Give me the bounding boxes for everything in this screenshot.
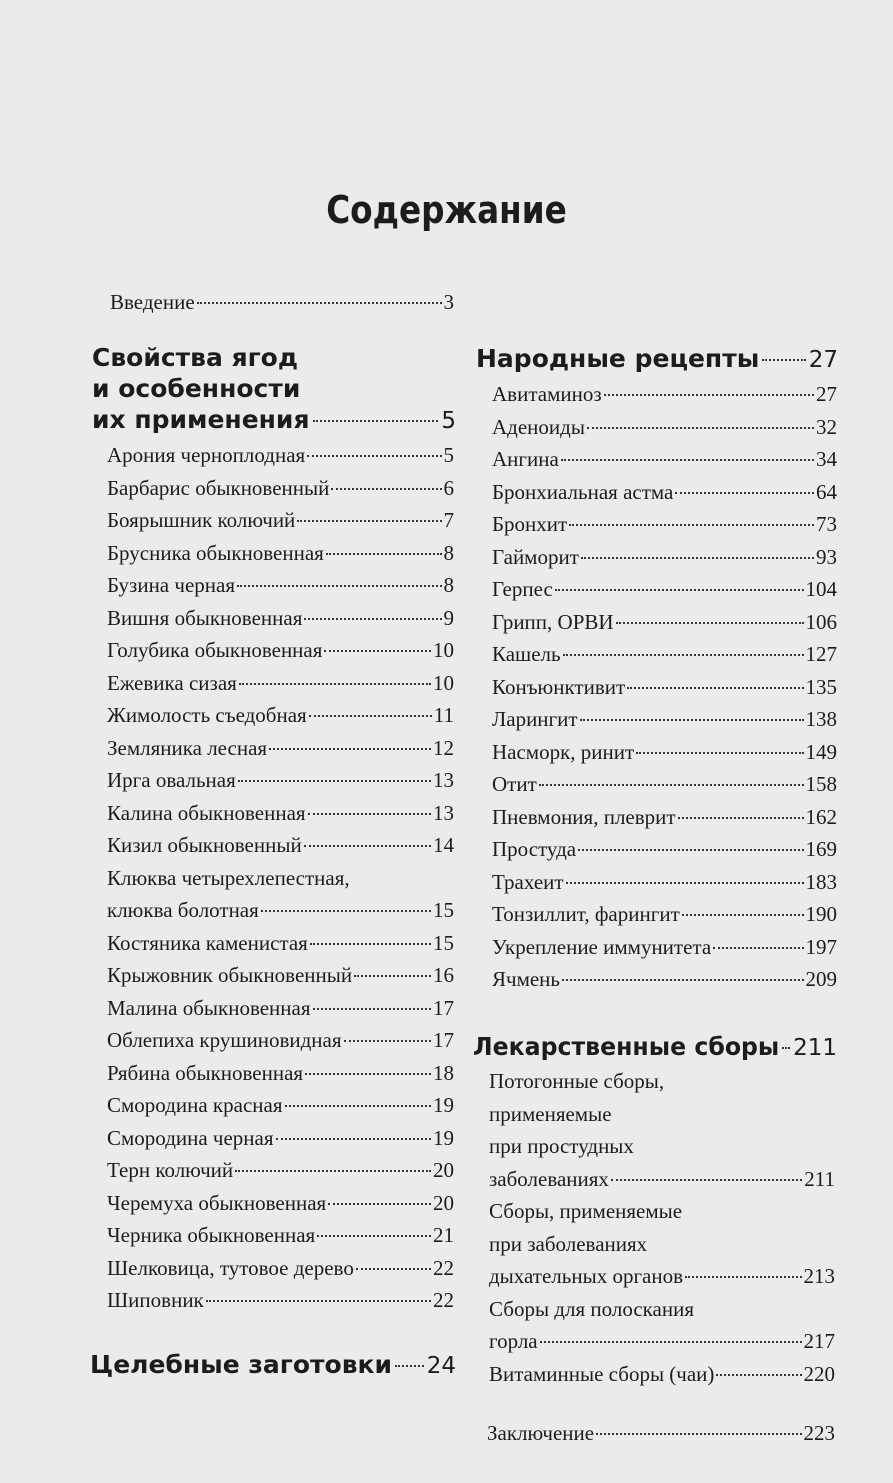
entry-label: Введение [110,290,195,314]
toc-entry[interactable] [492,736,837,769]
toc-entry[interactable] [107,1252,454,1285]
dot-leader [313,420,439,422]
dot-leader [569,524,814,526]
entry-page: 7 [443,508,454,532]
entry-page: 14 [433,833,454,857]
dot-leader [237,585,442,587]
toc-entry[interactable] [107,829,454,862]
toc-entry[interactable] [489,1358,835,1391]
dot-leader [269,748,431,750]
entry-label: Простуда [492,837,577,861]
toc-entry-conclusion[interactable] [487,1417,835,1450]
toc-entry-line: Сборы, применяемые [489,1199,683,1223]
entry-page: 10 [433,670,454,695]
dot-leader [578,849,803,851]
toc-entry[interactable] [492,638,837,671]
entry-label: Ирга овальная [107,768,236,792]
entry-page: 211 [804,1166,835,1191]
toc-entry[interactable] [107,1284,454,1317]
entry-page: 9 [443,605,454,630]
entry-page: 169 [805,837,837,861]
toc-entry[interactable] [107,1154,454,1187]
section-heading-line: Свойства ягод [92,343,299,372]
dot-leader [678,817,804,819]
dot-leader [563,654,804,656]
entry-page: 13 [433,800,454,825]
entry-page: 20 [433,1158,454,1182]
entry-page: 10 [433,638,454,662]
dot-leader [261,910,431,912]
toc-entry[interactable] [107,732,454,765]
toc-entry[interactable] [107,634,454,667]
entry-page: 127 [805,642,837,666]
entry-page: 20 [433,1190,454,1215]
dot-leader [309,715,432,717]
section-page: 24 [426,1353,456,1379]
dot-leader [782,1047,790,1049]
entry-page: 32 [816,414,837,439]
entry-page: 158 [805,772,837,796]
entry-label: Насморк, ринит [492,739,635,764]
toc-entry[interactable] [107,1122,454,1155]
toc-entry-line: Клюква четырехлепестная, [107,865,350,890]
section-page: 211 [793,1035,837,1061]
toc-conclusion [487,1417,835,1450]
toc-entry[interactable] [107,667,454,700]
entry-label: Авитаминоз [492,382,602,406]
toc-entry-line: применяемые [489,1101,612,1126]
toc-entry[interactable] [492,898,837,931]
toc-entry[interactable] [107,992,454,1025]
entry-page: 22 [433,1288,454,1312]
toc-entry[interactable] [492,931,837,964]
dot-leader [675,492,814,494]
toc-entry[interactable] [492,866,837,899]
section-heading-line: Лекарственные сборы [473,1032,780,1061]
toc-entry[interactable] [107,472,454,505]
entry-page: 27 [816,382,837,406]
entry-label: Ежевика сизая [107,670,237,695]
entry-label: Черемуха обыкновенная [107,1190,327,1215]
entry-label: Заключение [487,1421,595,1445]
toc-entry-line: Сборы для полоскания [489,1296,695,1321]
entry-page: 22 [433,1255,454,1280]
section-herbal-collections [473,1031,837,1064]
dot-leader [356,1268,431,1270]
entry-page: 209 [805,967,837,991]
entry-page: 34 [816,447,837,471]
dot-leader [616,622,804,624]
section-heading-entry[interactable] [476,343,838,376]
toc-entry[interactable] [107,537,454,570]
entry-label: Шелковица, тутовое дерево [107,1255,354,1280]
toc-entry[interactable] [492,476,837,509]
entry-page: 5 [443,443,454,467]
section-heading-line: и особенности [92,374,301,403]
toc-entry[interactable] [107,797,454,830]
section-heading-entry[interactable] [92,404,456,437]
entry-label: Укрепление иммунитета [492,934,712,959]
entry-label: заболеваниях [489,1166,609,1191]
entry-page: 183 [805,869,837,894]
toc-left-column [110,286,454,319]
entry-label: Брусника обыкновенная [107,540,324,565]
toc-entry[interactable] [107,1089,454,1122]
dot-leader [627,687,803,689]
entry-label: Ангина [492,447,559,471]
toc-entry[interactable] [107,602,454,635]
entry-label: Конъюнктивит [492,674,626,699]
entry-page: 104 [805,577,837,601]
dot-leader [317,1235,431,1237]
toc-entry[interactable] [107,927,454,960]
entry-label: Гайморит [492,544,579,569]
section-preparations [90,1349,456,1382]
section-page: 5 [441,408,456,434]
dot-leader [566,882,804,884]
dot-leader [716,1374,801,1376]
toc-entry[interactable] [492,541,837,574]
section-folk-recipes-entries [492,378,837,996]
entry-page: 223 [803,1421,835,1445]
entry-label: Рябина обыкновенная [107,1060,304,1085]
entry-label: Боярышник колючий [107,508,296,532]
entry-label: Бронхиальная астма [492,479,674,504]
toc-entry[interactable] [107,569,454,602]
dot-leader [324,650,431,652]
dot-leader [581,557,814,559]
section-folk-recipes [476,343,838,376]
entry-label: Барбарис обыкновенный [107,475,330,500]
section-herbal-collections-entries [489,1065,835,1390]
entry-label: Пневмония, плеврит [492,804,676,829]
entry-label: Кашель [492,642,561,666]
entry-page: 73 [816,512,837,536]
dot-leader [555,589,804,591]
entry-page: 138 [805,707,837,731]
entry-label: Герпес [492,577,553,601]
entry-page: 21 [433,1223,454,1247]
dot-leader [307,455,441,457]
toc-entry[interactable] [492,443,837,476]
entry-label: Кизил обыкновенный [107,833,302,857]
dot-leader [354,975,431,977]
entry-label: Крыжовник обыкновенный [107,963,353,987]
entry-page: 217 [803,1329,835,1353]
entry-label: Голубика обыкновенная [107,638,323,662]
toc-entry[interactable] [492,768,837,801]
toc-entry-line: Потогонные сборы, [489,1069,665,1093]
entry-label: дыхательных органов [489,1264,684,1288]
entry-page: 19 [433,1125,454,1150]
dot-leader [636,752,803,754]
entry-page: 18 [433,1060,454,1085]
dot-leader [235,1170,431,1172]
dot-leader [239,683,431,685]
dot-leader [685,1276,801,1278]
dot-leader [344,1040,431,1042]
entry-label: Облепиха крушиновидная [107,1028,342,1052]
toc-entry[interactable] [107,959,454,992]
entry-page: 15 [433,898,454,922]
entry-page: 220 [803,1361,835,1386]
entry-page: 19 [433,1093,454,1117]
entry-page: 106 [805,609,837,634]
toc-entry[interactable] [492,963,837,996]
entry-label: Смородина красная [107,1093,283,1117]
dot-leader [308,813,431,815]
dot-leader [206,1300,431,1302]
entry-page: 213 [803,1264,835,1288]
dot-leader [285,1105,432,1107]
dot-leader [580,719,804,721]
toc-entry[interactable] [492,508,837,541]
dot-leader [762,359,805,361]
dot-leader [304,845,431,847]
dot-leader [197,302,442,304]
dot-leader [305,1073,431,1075]
entry-label: Бузина черная [107,573,235,597]
dot-leader [304,618,441,620]
toc-entry[interactable] [489,1325,835,1358]
entry-label: Грипп, ОРВИ [492,609,614,634]
section-heading-entry[interactable] [473,1031,837,1064]
section-heading-entry[interactable] [90,1349,456,1382]
toc-entry[interactable] [489,1163,835,1196]
toc-entry[interactable] [492,833,837,866]
entry-label: Жимолость съедобная [107,703,307,727]
entry-page: 8 [443,573,454,597]
dot-leader [297,520,441,522]
dot-leader [713,947,803,949]
entry-label: Вишня обыкновенная [107,605,303,630]
entry-label: Отит [492,772,537,796]
toc-entry[interactable] [107,439,454,472]
dot-leader [611,1179,802,1181]
toc-entry[interactable] [107,1187,454,1220]
toc-entry[interactable] [492,703,837,736]
entry-label: Костяника каменистая [107,930,308,955]
toc-entry[interactable] [107,894,454,927]
entry-page: 3 [443,290,454,314]
toc-entry[interactable] [107,1057,454,1090]
dot-leader [587,427,814,429]
toc-entry[interactable] [489,1260,835,1293]
entry-label: Ячмень [492,967,560,991]
entry-label: Витаминные сборы (чаи) [489,1361,715,1386]
entry-label: Тонзиллит, фарингит [492,902,680,926]
entry-page: 93 [816,544,837,569]
section-properties-entries [107,439,454,1317]
dot-leader [326,553,442,555]
toc-entry[interactable] [107,1219,454,1252]
dot-leader [682,914,804,916]
entry-label: Черника обыкновенная [107,1223,316,1247]
section-heading-line: Целебные заготовки [90,1350,393,1379]
toc-entry[interactable] [492,573,837,606]
entry-page: 149 [805,739,837,764]
dot-leader [276,1138,431,1140]
section-heading-line: их применения [92,405,310,434]
toc-entry-line: при заболеваниях [489,1231,648,1256]
section-properties [92,342,456,437]
dot-leader [562,979,804,981]
toc-entry[interactable] [492,801,837,834]
dot-leader [238,780,431,782]
entry-page: 12 [433,735,454,760]
toc-entry-line: при простудных [489,1134,634,1158]
toc-entry[interactable] [107,1024,454,1057]
entry-page: 6 [443,475,454,500]
dot-leader [395,1365,424,1367]
toc-entry[interactable] [107,764,454,797]
entry-label: Ларингит [492,707,578,731]
entry-label: Терн колючий [107,1158,234,1182]
section-page: 27 [808,347,838,373]
entry-page: 11 [433,703,454,727]
dot-leader [310,943,431,945]
entry-label: Земляника лесная [107,735,268,760]
dot-leader [328,1203,431,1205]
dot-leader [596,1433,801,1435]
dot-leader [331,488,441,490]
entry-label: Арония черноплодная [107,443,306,467]
entry-page: 16 [433,963,454,987]
toc-entry[interactable] [492,606,837,639]
entry-page: 8 [443,540,454,565]
entry-page: 15 [433,930,454,955]
dot-leader [561,459,814,461]
entry-page: 64 [816,479,837,504]
entry-label: Смородина черная [107,1125,274,1150]
entry-page: 17 [433,995,454,1020]
entry-label: Шиповник [107,1288,204,1312]
section-heading-line: Народные рецепты [476,344,760,373]
toc-entry[interactable] [492,671,837,704]
entry-page: 13 [433,768,454,792]
toc-entry[interactable] [107,504,454,537]
entry-page: 162 [805,804,837,829]
entry-label: горла [489,1329,538,1353]
entry-label: Бронхит [492,512,568,536]
entry-page: 135 [805,674,837,699]
entry-label: клюква болотная [107,898,259,922]
entry-label: Малина обыкновенная [107,995,311,1020]
entry-label: Трахеит [492,869,564,894]
dot-leader [539,784,804,786]
dot-leader [604,394,814,396]
entry-page: 197 [805,934,837,959]
entry-page: 190 [805,902,837,926]
entry-label: Аденоиды [492,414,585,439]
toc-entry[interactable] [492,378,837,411]
page-title: Содержание [326,188,567,232]
toc-entry[interactable] [492,411,837,444]
entry-label: Калина обыкновенная [107,800,306,825]
toc-entry[interactable] [107,699,454,732]
dot-leader [540,1341,802,1343]
entry-page: 17 [433,1028,454,1052]
toc-entry-intro[interactable] [110,286,454,319]
dot-leader [313,1008,431,1010]
